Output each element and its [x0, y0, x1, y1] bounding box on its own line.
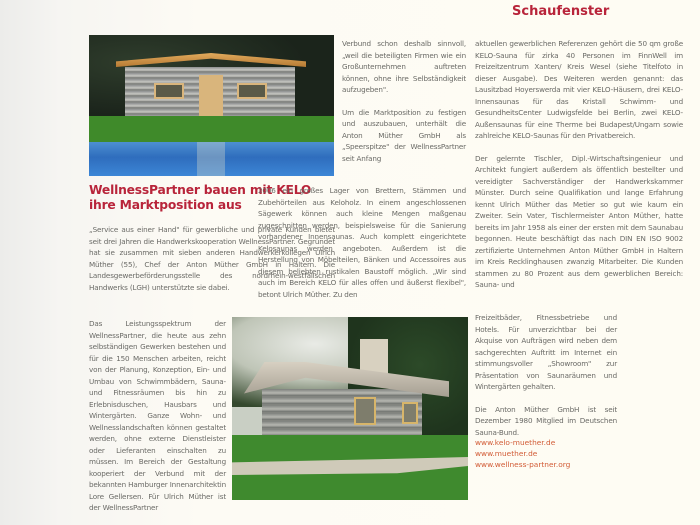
paragraph: Der gelernte Tischler, Dipl.-Wirtschaftsingenieur und Architekt fungiert außerdem als öffentlich bestellter und vereidigter Sachverständiger der Handwerkskammer Münster. Durch seine Qualifikation und lange Erfahrung kennt Ulrich Müther das Metier so gut wie kaum ein Zweiter. Sein Vater, Tischlermeister Anton Müther, hatte bereits im Jahr 1958 als einer der ersten mit dem Saunabau begonnen. Heute beschäftigt das nach DIN EN ISO 9002 zertifizierte Unternehmen Anton Müther GmbH in Haltern im Kreis Recklinghausen zwanzig Mitarbeiter. Die Kunden stammen zu 80 Prozent aus dem gewerblichen Bereich: Sauna- und	[475, 153, 683, 289]
paragraph: Verbund schon deshalb sinnvoll, „weil die beteiligten Firmen wie ein Großunternehmen auftreten können, ohne ihre Selbständigkeit aufzugeben".	[342, 39, 466, 94]
paragraph: aktuellen gewerblichen Referenzen gehört die 50 qm große KELO-Sauna für zirka 40 Personen im FinnWell im Freizeitzentrum Xanten/ Kreis Wesel (siehe Titelfoto in dieser Ausgabe). Des Weiteren werden genannt: das Lausitzbad Hoyerswerda mit vier KELO-Häusern, drei KELO-Innensaunas für das Kristall Schwimm- und GesundheitsCenter Ludwigsfelde bei Berlin, zwei KELO-Außensaunas für eine Therme bei Budapest/Ungarn sowie zahlreiche KELO-Saunas für den Privatbereich.	[475, 39, 683, 140]
section-label: Schaufenster	[512, 4, 610, 19]
paragraph: 2006 ein großes Lager von Brettern, Stämmen und Zubehörteilen aus Keloholz. In einem angeschlossenen Sägewerk können auch kleine Mengen maßgenau zugeschnitten werden, beispielsweise für die Sanierung vorhandener Innensaunas. Auch komplett eingerichtete Kelosaunas werden angeboten. Außerdem ist die Herstellung von Möbelteilen, Bänken und Accessoires aus diesem beliebten rustikalen Baustoff möglich. „Wir sind auch im Bereich KELO für alles offen und äußerst flexibel", betont Ulrich Müther. Zu den	[258, 186, 466, 299]
article-col2-top	[342, 38, 466, 164]
paragraph: Um die Marktposition zu festigen und auszubauen, unterhält die Anton Müther GmbH als „Speerspitze" der WellnessPartner seit Anfang	[342, 107, 466, 163]
paragraph: Das Leistungsspektrum der WellnessPartner, die heute aus zehn selbständigen Gewerken bestehen und für die 150 Menschen arbeiten, reicht von der Planung, Konzeption, Ein- und Umbau von Schwimmbädern, Sauna- und Fitnessräumen bis hin zu Erlebnisduschen, Hausbars und Wintergärten. Ganze Wohn- und Wellnesslandschaften können gestaltet werden, ohne externe Dienstleister oder Lieferanten einschalten zu müssen. Im Bereich der Gestaltung kooperiert der Verbund mit der bekannten Hamburger Innenarchitektin Lore Gellersen. Für Ulrich Müther ist der WellnessPartner	[89, 319, 226, 512]
link-wellness-partner[interactable]: www.wellness-partner.org	[475, 460, 571, 469]
paragraph: Die Anton Müther GmbH ist seit Dezember 1980 Mitglied im Deutschen Sauna-Bund.	[475, 404, 617, 437]
website-links	[475, 437, 570, 470]
link-muether[interactable]: www.muether.de	[475, 449, 538, 458]
photo-log-house	[232, 317, 468, 500]
article-col3-bottom	[475, 312, 617, 449]
article-col3-top	[475, 38, 683, 291]
article-headline: WellnessPartner bauen mit KELO ihre Marktposition aus	[89, 183, 312, 212]
article-col2-body	[258, 185, 466, 311]
paragraph: Freizeitbäder, Fitnessbetriebe und Hotels. Für unverzichtbar bei der Akquise von Aufträgen wird neben dem sachgerechten Auftritt im Internet ein stimmungsvoller „Showroom" zur Präsentation von Saunaräumen und Wintergärten gehalten.	[475, 313, 617, 391]
link-kelo-muether[interactable]: www.kelo-muether.de	[475, 438, 556, 447]
photo-sauna-pool	[89, 35, 334, 176]
paragraph: „Service aus einer Hand" für gewerbliche und private Kunden bietet seit drei Jahren die Handwerkskooperation WellnessPartner. Gegründet hat sie zusammen mit sieben anderen Handwerkerkollegen Ulrich Müther (55), Chef der Anton Müther GmbH in Haltern. Die Landesgewerbeförderungsstelle des nordrhein-westfälischen Handwerks (LGH) unterstützte sie dabei.	[89, 225, 335, 292]
article-col1-body	[89, 318, 226, 525]
